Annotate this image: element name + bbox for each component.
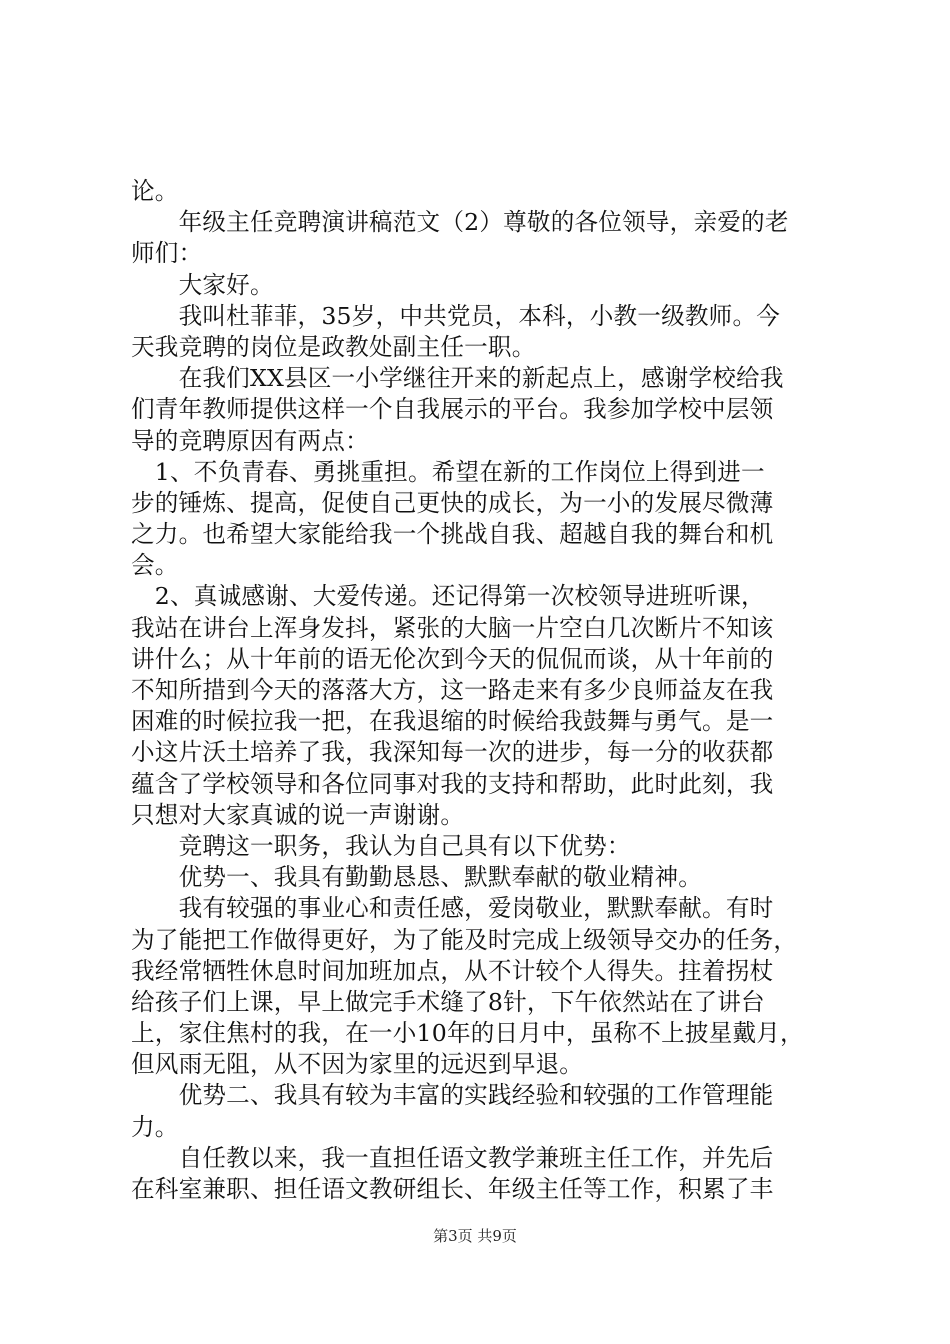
text-line: 会。 — [131, 551, 179, 580]
text-line: 我叫杜菲菲，35岁，中共党员，本科，小教一级教师。今 — [131, 301, 781, 330]
page-footer: 第3页 共9页 — [433, 1227, 517, 1245]
document-body — [131, 176, 831, 1205]
text-line: 给孩子们上课，早上做完手术缝了8针，下午依然站在了讲台 — [131, 987, 765, 1016]
text-line: 竞聘这一职务，我认为自己具有以下优势： — [131, 831, 631, 860]
text-line: 上，家住焦村的我，在一小10年的日月中，虽称不上披星戴月， — [131, 1019, 804, 1048]
text-line: 为了能把工作做得更好，为了能及时完成上级领导交办的任务， — [131, 925, 798, 954]
text-line: 之力。也希望大家能给我一个挑战自我、超越自我的舞台和机 — [131, 520, 774, 549]
text-line: 2、真诚感谢、大爱传递。还记得第一次校领导进班听课， — [131, 582, 765, 611]
text-line: 我有较强的事业心和责任感，爱岗敬业，默默奉献。有时 — [131, 894, 774, 923]
text-line: 我经常牺牲休息时间加班加点，从不计较个人得失。拄着拐杖 — [131, 956, 774, 985]
text-line: 小这片沃土培养了我，我深知每一次的进步，每一分的收获都 — [131, 738, 774, 767]
text-line: 师们： — [131, 239, 203, 268]
text-line: 大家好。 — [131, 270, 274, 299]
text-line: 天我竞聘的岗位是政教处副主任一职。 — [131, 332, 536, 361]
text-line: 只想对大家真诚的说一声谢谢。 — [131, 800, 465, 829]
text-line: 我站在讲台上浑身发抖，紧张的大脑一片空白几次断片不知该 — [131, 613, 774, 642]
text-line: 不知所措到今天的落落大方，这一路走来有多少良师益友在我 — [131, 676, 774, 704]
text-line: 蕴含了学校领导和各位同事对我的支持和帮助，此时此刻，我 — [131, 769, 774, 798]
text-line: 导的竞聘原因有两点： — [131, 426, 369, 455]
text-line: 1、不负青春、勇挑重担。希望在新的工作岗位上得到进一 — [131, 457, 765, 486]
text-line: 年级主任竞聘演讲稿范文（2）尊敬的各位领导，亲爱的老 — [131, 208, 789, 237]
text-line: 但风雨无阻，从不因为家里的远迟到早退。 — [131, 1050, 584, 1079]
text-line: 论。 — [131, 177, 179, 205]
text-line: 自任教以来，我一直担任语文教学兼班主任工作，并先后 — [131, 1143, 774, 1172]
text-line: 在我们XX县区一小学继往开来的新起点上，感谢学校给我 — [131, 364, 784, 393]
text-line: 步的锤炼、提高，促使自己更快的成长，为一小的发展尽微薄 — [131, 488, 774, 517]
text-line: 在科室兼职、担任语文教研组长、年级主任等工作，积累了丰 — [131, 1175, 774, 1203]
text-line: 们青年教师提供这样一个自我展示的平台。我参加学校中层领 — [131, 395, 774, 424]
text-line: 力。 — [131, 1112, 179, 1141]
text-line: 讲什么；从十年前的语无伦次到今天的侃侃而谈，从十年前的 — [131, 644, 774, 673]
text-line: 优势二、我具有较为丰富的实践经验和较强的工作管理能 — [131, 1081, 774, 1110]
text-line: 困难的时候拉我一把，在我退缩的时候给我鼓舞与勇气。是一 — [131, 707, 774, 736]
text-line: 优势一、我具有勤勤恳恳、默默奉献的敬业精神。 — [131, 863, 703, 892]
